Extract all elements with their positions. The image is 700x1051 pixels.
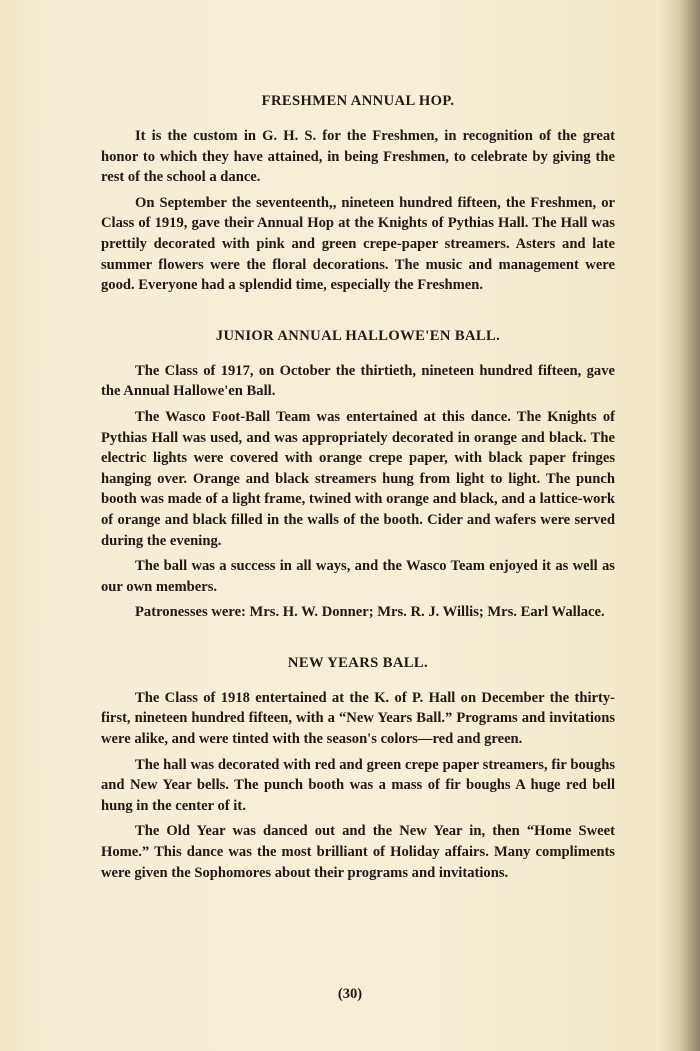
paragraph: The Class of 1917, on October the thirtieth, nineteen hundred fifteen, gave the Annual Hallowe'en Ball. — [101, 362, 615, 400]
paragraph: Patronesses were: Mrs. H. W. Donner; Mrs. R. J. Willis; Mrs. Earl Wallace. — [135, 604, 605, 621]
paragraph: It is the custom in G. H. S. for the Freshmen, in recognition of the great honor to which they have attained, in being Freshmen, to celebrate by giving the rest of the school a dance. — [101, 128, 615, 186]
paragraph: The hall was decorated with red and green crepe paper streamers, fir boughs and New Year bells. The punch booth was a mass of fir boughs A huge red bell hung in the center of it. — [101, 756, 615, 814]
section-heading-halloween-ball: JUNIOR ANNUAL HALLOWE'EN BALL. — [215, 327, 501, 344]
paragraph: The Class of 1918 entertained at the K. of P. Hall on December the thirty-first, nineteen hundred fifteen, with a “New Years Ball.” Programs and invitations were alike, and were tinted with the season's colors—red and green. — [101, 689, 615, 748]
page-text — [101, 90, 615, 888]
paragraph: The Wasco Foot-Ball Team was entertained at this dance. The Knights of Pythias Hall was used, and was appropriately decorated in orange and black. The electric lights were covered with orange crepe paper, with black paper fringes hanging over. Orange and black streamers hung from light to light. The punch booth was made of a light frame, twined with orange and black, and a lattice-work of orange and black filled in the walls of the booth. Cider and wafers were served during the evening. — [101, 408, 615, 549]
paragraph: The Old Year was danced out and the New Year in, then “Home Sweet Home.” This dance was the most brilliant of Holiday affairs. Many compliments were given the Sophomores about their programs and invitations. — [101, 823, 615, 881]
page-number: (30) — [337, 986, 363, 1002]
section-heading-freshmen-hop: FRESHMEN ANNUAL HOP. — [261, 93, 455, 109]
section-heading-new-years-ball: NEW YEARS BALL. — [287, 654, 429, 671]
paragraph: On September the seventeenth,, nineteen hundred fifteen, the Freshmen, or Class of 1919, gave their Annual Hop at the Knights of Pythias Hall. The Hall was prettily decorated with pink and green crepe-paper streamers. Asters and late summer flowers were the floral decorations. The music and management were good. Everyone had a splendid time, especially the Freshmen. — [101, 194, 615, 294]
paragraph: The ball was a success in all ways, and the Wasco Team enjoyed it as well as our own members. — [101, 558, 615, 595]
